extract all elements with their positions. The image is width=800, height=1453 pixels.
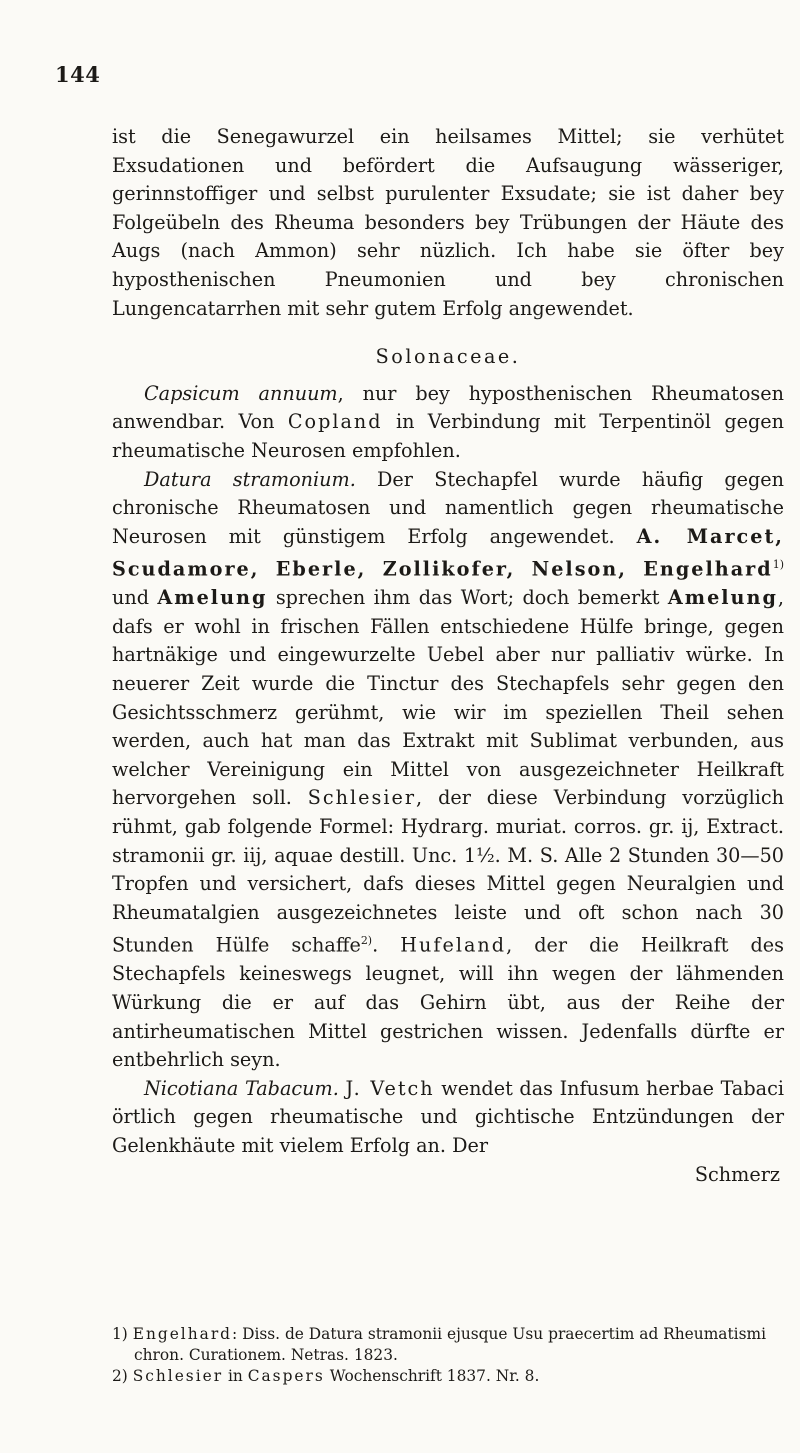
author-name: Hufeland [400,933,507,957]
page-number: 144 [55,62,101,87]
footnotes [112,1324,784,1387]
footnote-mark: 1) [112,1325,128,1343]
footnote-journal: Caspers [247,1367,325,1385]
main-text [112,123,784,1189]
text-run: Der Stechapfel wurde häufig gegen chronische Rheumatosen und namentlich gegen rheumatische Neurosen mit günstigem Erfolg angewendet. [112,467,784,548]
paragraph-senega: ist die Senegawurzel ein heilsames Mittel; sie verhütet Exsudationen und befördert die Aufsaugung wässeriger, gerinnstoffiger und selbst purulenter Exsudate; sie ist daher bey Folgeübeln des Rheuma besonders bey Trübungen der Häute des Augs (nach Ammon) sehr nüzlich. Ich habe sie öfter bey hyposthenischen Pneumonien und bey chronischen Lungencatarrhen mit sehr gutem Erfolg angewendet. [112,125,784,320]
text-run: in Verbindung mit Terpentinöl gegen rheumatische Neurosen empfohlen. [112,410,784,462]
species-name: Datura stramonium. [144,467,356,491]
footnote-author: Engelhard [132,1325,233,1343]
paragraph-nicotiana [112,1075,784,1161]
section-heading: Solonaceae. [375,345,521,369]
text-run: sprechen ihm das Wort; doch bemerkt [267,586,668,610]
paragraph-capsicum [112,380,784,466]
footnote-ref[interactable]: 1) [772,558,784,572]
text-run: , der die Heilkraft des Stechapfels keineswegs leugnet, will ihn wegen der lähmenden Würkung die er auf das Gehirn übt, aus der Reihe der antirheumatischen Mittel gestrichen wissen. Jedenfalls dürfte er entbehrlich seyn. [112,933,784,1072]
text-run: und [112,586,158,610]
footnote-text: in [223,1367,248,1385]
text-run: , der diese Verbindung vorzüglich rühmt, gab folgende Formel: Hydrarg. muriat. corros. gr. ij, Extract. stramonii gr. iij, aquae destill. Unc. 1½. M. S. Alle 2 Stunden 30—50 Tropfen und versichert, dafs dieses Mittel gegen Neuralgien und Rheumatalgien ausgezeichnetes leiste und oft schon nach 30 Stunden Hülfe schaffe [112,786,784,957]
text-run: , nur bey hyposthenischen Rheumatosen anwendbar. Von [112,381,784,434]
footnote-ref[interactable]: 2) [360,934,373,948]
author-name: J. Vetch [345,1076,435,1100]
footnote-text: : Diss. de Datura stramonii ejusque Usu praecertim ad Rheumatismi chron. Curationem. Netras. 1823. [134,1325,766,1364]
text-run: . [372,933,401,957]
author-list: A. Marcet, Scudamore, Eberle, Zollikofer, Nelson, Engelhard [112,524,784,581]
species-name: Capsicum annuum [144,381,338,405]
text-run: , dafs er wohl in frischen Fällen entschiedene Hülfe bringe, gegen hartnäkige und eingewurzelte Uebel aber nur palliativ würke. In neuerer Zeit wurde die Tinctur des Stechapfels sehr gegen den Gesichtsschmerz gerühmt, wie wir im speziellen Theil sehen werden, auch hat man das Extrakt mit Sublimat verbunden, aus welcher Vereinigung ein Mittel von ausgezeichneter Heilkraft hervorgehen soll. [112,586,784,810]
catchword: Schmerz [694,1162,780,1186]
species-name: Nicotiana Tabacum. [144,1076,339,1100]
footnote [112,1324,784,1366]
footnote-author: Schlesier [132,1367,224,1385]
footnote-mark: 2) [112,1367,128,1385]
author-name: Copland [287,410,383,434]
footnote-text: Wochenschrift 1837. Nr. 8. [324,1367,540,1385]
author-name: Schlesier [307,786,417,810]
text-run: wendet das Infusum herbae Tabaci örtlich gegen rheumatische und gichtische Entzündungen der Gelenkhäute mit vielem Erfolg an. Der [112,1076,784,1157]
author-name: Amelung [667,586,778,610]
paragraph-datura [112,466,784,1075]
author-name: Amelung [157,586,268,610]
footnote [112,1366,784,1387]
